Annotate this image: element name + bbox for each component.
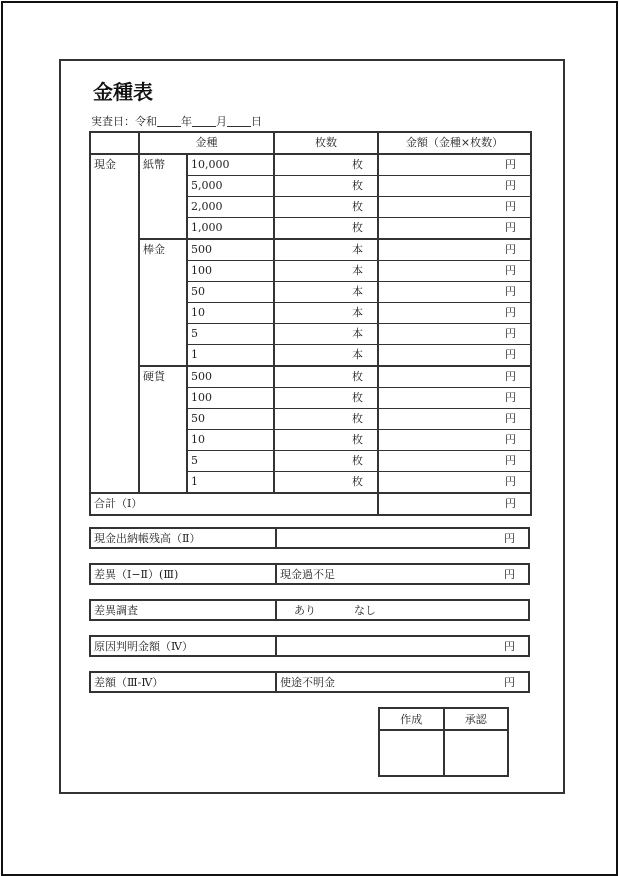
yen-unit: 円 bbox=[504, 640, 515, 653]
count-field[interactable]: 枚 bbox=[274, 451, 378, 472]
count-field[interactable]: 枚 bbox=[274, 197, 378, 218]
amount-field[interactable]: 円 bbox=[378, 282, 531, 303]
denomination-value: 500 bbox=[187, 239, 274, 261]
investigation-row bbox=[89, 599, 530, 621]
inspection-date bbox=[91, 113, 262, 129]
table-row bbox=[90, 366, 531, 388]
amount-field[interactable]: 円 bbox=[378, 324, 531, 345]
unexplained-row bbox=[89, 671, 530, 693]
amount-field[interactable]: 円 bbox=[378, 218, 531, 240]
year-label: 年 bbox=[181, 115, 192, 128]
page-title: 金種表 bbox=[93, 80, 153, 104]
identified-amount-field[interactable] bbox=[276, 636, 529, 656]
header-amount: 金額（金種×枚数） bbox=[378, 132, 531, 154]
amount-field[interactable]: 円 bbox=[378, 154, 531, 176]
denomination-value: 500 bbox=[187, 366, 274, 388]
yen-unit: 円 bbox=[504, 568, 515, 581]
identified-amount-row bbox=[89, 635, 530, 657]
count-field[interactable]: 枚 bbox=[274, 388, 378, 409]
group-label: 硬貨 bbox=[139, 366, 187, 493]
difference-label: 差異（Ⅰ−Ⅱ）(Ⅲ) bbox=[90, 564, 276, 584]
year-field[interactable] bbox=[157, 115, 181, 127]
count-field[interactable]: 本 bbox=[274, 282, 378, 303]
approval-box bbox=[378, 707, 509, 777]
count-field[interactable]: 本 bbox=[274, 345, 378, 367]
count-field[interactable]: 本 bbox=[274, 303, 378, 324]
date-label: 実査日：令和 bbox=[91, 115, 157, 128]
month-field[interactable] bbox=[192, 115, 216, 127]
amount-field[interactable]: 円 bbox=[378, 197, 531, 218]
denomination-value: 10 bbox=[187, 303, 274, 324]
total-amount-field[interactable]: 円 bbox=[378, 493, 531, 515]
amount-field[interactable]: 円 bbox=[378, 409, 531, 430]
option-yes[interactable]: あり bbox=[294, 604, 316, 617]
table-row bbox=[90, 239, 531, 261]
amount-field[interactable]: 円 bbox=[378, 345, 531, 367]
denomination-value: 1 bbox=[187, 472, 274, 494]
count-field[interactable]: 枚 bbox=[274, 176, 378, 197]
approved-header: 承認 bbox=[444, 708, 509, 730]
denomination-value: 100 bbox=[187, 388, 274, 409]
created-stamp-field[interactable] bbox=[379, 730, 444, 776]
amount-field[interactable]: 円 bbox=[378, 388, 531, 409]
unexplained-label: 差額（Ⅲ-Ⅳ） bbox=[90, 672, 276, 692]
header-count: 枚数 bbox=[274, 132, 378, 154]
ledger-balance-row bbox=[89, 527, 530, 549]
count-field[interactable]: 本 bbox=[274, 324, 378, 345]
group-label: 棒金 bbox=[139, 239, 187, 366]
difference-text: 現金過不足 bbox=[280, 568, 335, 581]
amount-field[interactable]: 円 bbox=[378, 472, 531, 494]
count-field[interactable]: 本 bbox=[274, 261, 378, 282]
denomination-value: 50 bbox=[187, 282, 274, 303]
denomination-value: 1,000 bbox=[187, 218, 274, 240]
yen-unit: 円 bbox=[504, 532, 515, 545]
count-field[interactable]: 枚 bbox=[274, 366, 378, 388]
denomination-value: 50 bbox=[187, 409, 274, 430]
denomination-value: 1 bbox=[187, 345, 274, 367]
count-field[interactable]: 枚 bbox=[274, 409, 378, 430]
denomination-table bbox=[89, 131, 532, 516]
unexplained-field[interactable] bbox=[276, 672, 529, 692]
header-blank bbox=[90, 132, 139, 154]
table-row bbox=[90, 154, 531, 176]
cash-label: 現金 bbox=[90, 154, 139, 493]
amount-field[interactable]: 円 bbox=[378, 303, 531, 324]
header-denomination: 金種 bbox=[139, 132, 274, 154]
option-no[interactable]: なし bbox=[354, 604, 376, 617]
count-field[interactable]: 枚 bbox=[274, 430, 378, 451]
investigation-label: 差異調査 bbox=[90, 600, 276, 620]
denomination-value: 5 bbox=[187, 324, 274, 345]
unexplained-text: 使途不明金 bbox=[280, 676, 335, 689]
amount-field[interactable]: 円 bbox=[378, 176, 531, 197]
amount-field[interactable]: 円 bbox=[378, 430, 531, 451]
denomination-value: 10 bbox=[187, 430, 274, 451]
created-header: 作成 bbox=[379, 708, 444, 730]
total-row bbox=[90, 493, 531, 515]
count-field[interactable]: 枚 bbox=[274, 472, 378, 494]
denomination-value: 2,000 bbox=[187, 197, 274, 218]
amount-field[interactable]: 円 bbox=[378, 451, 531, 472]
count-field[interactable]: 本 bbox=[274, 239, 378, 261]
denomination-value: 5,000 bbox=[187, 176, 274, 197]
denomination-value: 10,000 bbox=[187, 154, 274, 176]
amount-field[interactable]: 円 bbox=[378, 366, 531, 388]
denomination-value: 100 bbox=[187, 261, 274, 282]
approved-stamp-field[interactable] bbox=[444, 730, 509, 776]
difference-field[interactable] bbox=[276, 564, 529, 584]
month-label: 月 bbox=[216, 115, 227, 128]
count-field[interactable]: 枚 bbox=[274, 154, 378, 176]
ledger-balance-label: 現金出納帳残高（Ⅱ） bbox=[90, 528, 276, 548]
group-label: 紙幣 bbox=[139, 154, 187, 239]
day-label: 日 bbox=[251, 115, 262, 128]
denomination-value: 5 bbox=[187, 451, 274, 472]
yen-unit: 円 bbox=[504, 676, 515, 689]
ledger-balance-field[interactable] bbox=[276, 528, 529, 548]
day-field[interactable] bbox=[227, 115, 251, 127]
amount-field[interactable]: 円 bbox=[378, 261, 531, 282]
identified-amount-label: 原因判明金額（Ⅳ） bbox=[90, 636, 276, 656]
amount-field[interactable]: 円 bbox=[378, 239, 531, 261]
investigation-field bbox=[276, 600, 529, 620]
count-field[interactable]: 枚 bbox=[274, 218, 378, 240]
total-label: 合計（Ⅰ） bbox=[90, 493, 378, 515]
difference-row bbox=[89, 563, 530, 585]
